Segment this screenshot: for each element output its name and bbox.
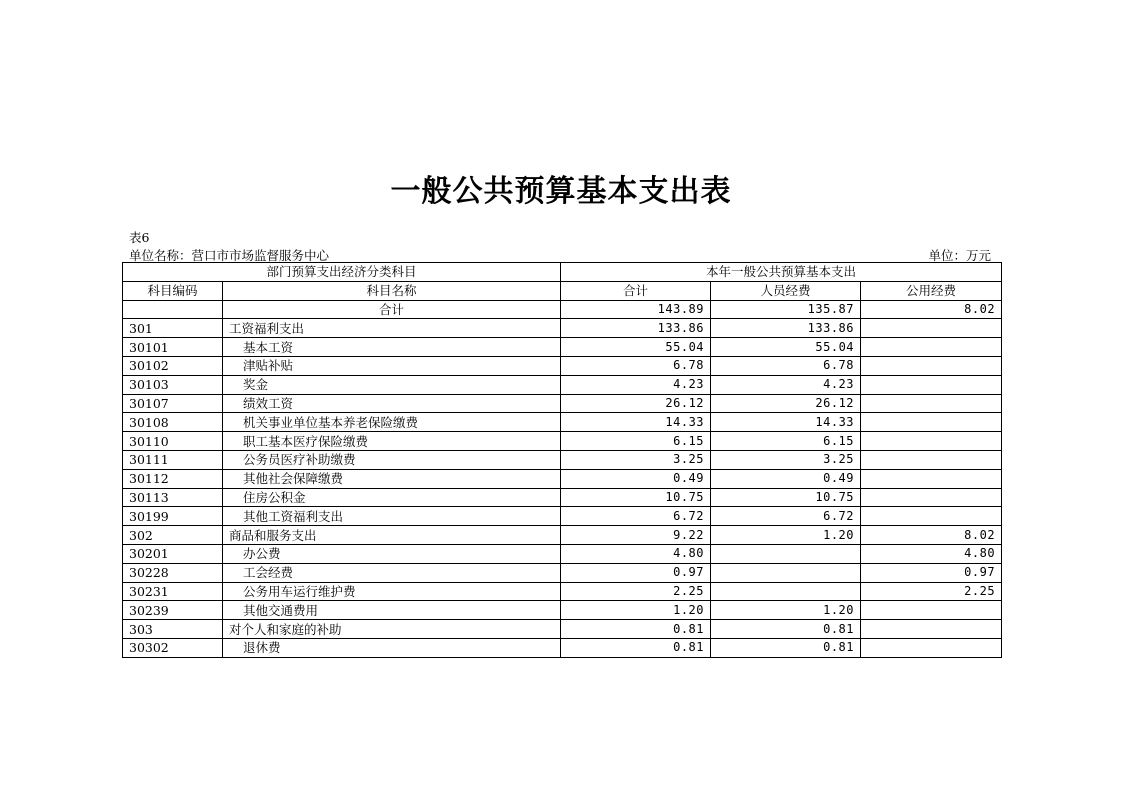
public-cell: 8.02 (861, 526, 1002, 545)
table-row (123, 375, 1002, 394)
public-cell (861, 394, 1002, 413)
total-public: 8.02 (861, 300, 1002, 319)
personnel-cell (711, 544, 861, 563)
code-cell: 301 (123, 319, 223, 338)
code-cell: 30231 (123, 582, 223, 601)
personnel-cell: 10.75 (711, 488, 861, 507)
header-name: 科目名称 (223, 281, 561, 300)
total-code-cell (123, 300, 223, 319)
total-cell: 1.20 (561, 601, 711, 620)
public-cell (861, 375, 1002, 394)
code-cell: 30101 (123, 338, 223, 357)
currency-unit: 单位：万元 (928, 248, 991, 263)
total-cell: 0.97 (561, 563, 711, 582)
code-cell: 30110 (123, 432, 223, 451)
table-row (123, 544, 1002, 563)
total-cell: 6.72 (561, 507, 711, 526)
table-row (123, 432, 1002, 451)
name-cell: 奖金 (223, 375, 561, 394)
personnel-cell: 55.04 (711, 338, 861, 357)
total-row (123, 300, 1002, 319)
personnel-cell: 0.81 (711, 620, 861, 639)
name-cell: 公务用车运行维护费 (223, 582, 561, 601)
total-label: 合计 (223, 300, 561, 319)
table-row (123, 601, 1002, 620)
name-cell: 公务员医疗补助缴费 (223, 450, 561, 469)
header-public: 公用经费 (861, 281, 1002, 300)
code-cell: 30239 (123, 601, 223, 620)
total-cell: 0.81 (561, 638, 711, 657)
total-cell: 9.22 (561, 526, 711, 545)
name-cell: 其他工资福利支出 (223, 507, 561, 526)
code-cell: 30107 (123, 394, 223, 413)
personnel-cell (711, 582, 861, 601)
header-row (123, 281, 1002, 300)
name-cell: 机关事业单位基本养老保险缴费 (223, 413, 561, 432)
page-title: 一般公共预算基本支出表 (390, 174, 732, 209)
code-cell: 30228 (123, 563, 223, 582)
table-row (123, 338, 1002, 357)
total-cell: 4.80 (561, 544, 711, 563)
personnel-cell (711, 563, 861, 582)
public-cell (861, 432, 1002, 451)
code-cell: 302 (123, 526, 223, 545)
name-cell: 办公费 (223, 544, 561, 563)
code-cell: 30201 (123, 544, 223, 563)
unit-name: 单位名称：营口市市场监督服务中心 (129, 248, 330, 263)
total-cell: 6.78 (561, 356, 711, 375)
table-row (123, 450, 1002, 469)
public-cell (861, 319, 1002, 338)
table-row (123, 563, 1002, 582)
total-personnel: 135.87 (711, 300, 861, 319)
public-cell (861, 469, 1002, 488)
header-group-left: 部门预算支出经济分类科目 (123, 263, 561, 282)
total-cell: 26.12 (561, 394, 711, 413)
code-cell: 30108 (123, 413, 223, 432)
public-cell (861, 413, 1002, 432)
personnel-cell: 4.23 (711, 375, 861, 394)
expenditure-table (122, 262, 1002, 658)
name-cell: 绩效工资 (223, 394, 561, 413)
table-row (123, 488, 1002, 507)
total-cell: 6.15 (561, 432, 711, 451)
personnel-cell: 133.86 (711, 319, 861, 338)
personnel-cell: 6.72 (711, 507, 861, 526)
code-cell: 30112 (123, 469, 223, 488)
code-cell: 30199 (123, 507, 223, 526)
personnel-cell: 3.25 (711, 450, 861, 469)
code-cell: 30302 (123, 638, 223, 657)
public-cell: 2.25 (861, 582, 1002, 601)
table-row (123, 319, 1002, 338)
header-personnel: 人员经费 (711, 281, 861, 300)
table-row (123, 620, 1002, 639)
name-cell: 津贴补贴 (223, 356, 561, 375)
code-cell: 30111 (123, 450, 223, 469)
name-cell: 对个人和家庭的补助 (223, 620, 561, 639)
table-row (123, 413, 1002, 432)
public-cell (861, 638, 1002, 657)
name-cell: 住房公积金 (223, 488, 561, 507)
total-total: 143.89 (561, 300, 711, 319)
code-cell: 30113 (123, 488, 223, 507)
name-cell: 其他社会保障缴费 (223, 469, 561, 488)
table-row (123, 507, 1002, 526)
personnel-cell: 26.12 (711, 394, 861, 413)
total-cell: 133.86 (561, 319, 711, 338)
name-cell: 其他交通费用 (223, 601, 561, 620)
personnel-cell: 6.15 (711, 432, 861, 451)
table-row (123, 469, 1002, 488)
personnel-cell: 0.49 (711, 469, 861, 488)
public-cell (861, 450, 1002, 469)
table-row (123, 356, 1002, 375)
table-row (123, 582, 1002, 601)
total-cell: 2.25 (561, 582, 711, 601)
public-cell: 4.80 (861, 544, 1002, 563)
public-cell (861, 356, 1002, 375)
name-cell: 基本工资 (223, 338, 561, 357)
total-cell: 10.75 (561, 488, 711, 507)
personnel-cell: 1.20 (711, 601, 861, 620)
code-cell: 30102 (123, 356, 223, 375)
public-cell (861, 507, 1002, 526)
personnel-cell: 1.20 (711, 526, 861, 545)
total-cell: 0.81 (561, 620, 711, 639)
table-row (123, 526, 1002, 545)
total-cell: 55.04 (561, 338, 711, 357)
personnel-cell: 14.33 (711, 413, 861, 432)
public-cell (861, 601, 1002, 620)
public-cell: 0.97 (861, 563, 1002, 582)
table-row (123, 394, 1002, 413)
total-cell: 0.49 (561, 469, 711, 488)
header-total: 合计 (561, 281, 711, 300)
header-code: 科目编码 (123, 281, 223, 300)
name-cell: 商品和服务支出 (223, 526, 561, 545)
table-number: 表6 (129, 230, 150, 245)
total-cell: 4.23 (561, 375, 711, 394)
header-group-row (123, 263, 1002, 282)
name-cell: 工资福利支出 (223, 319, 561, 338)
table-row (123, 638, 1002, 657)
name-cell: 退休费 (223, 638, 561, 657)
code-cell: 303 (123, 620, 223, 639)
total-cell: 3.25 (561, 450, 711, 469)
personnel-cell: 6.78 (711, 356, 861, 375)
personnel-cell: 0.81 (711, 638, 861, 657)
header-group-right: 本年一般公共预算基本支出 (561, 263, 1002, 282)
code-cell: 30103 (123, 375, 223, 394)
total-cell: 14.33 (561, 413, 711, 432)
public-cell (861, 488, 1002, 507)
public-cell (861, 338, 1002, 357)
name-cell: 职工基本医疗保险缴费 (223, 432, 561, 451)
public-cell (861, 620, 1002, 639)
name-cell: 工会经费 (223, 563, 561, 582)
